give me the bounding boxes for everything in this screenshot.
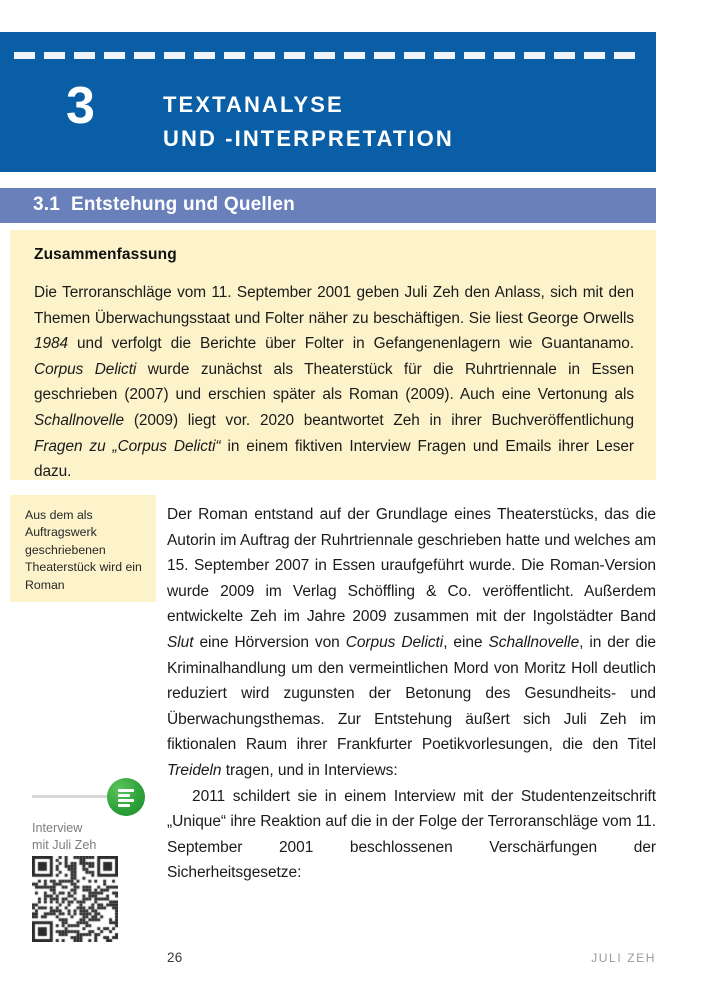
media-caption [32, 820, 96, 853]
margin-note-text: Aus dem als Auftragswerk geschriebenen Theaterstück wird ein Roman [25, 508, 142, 592]
chapter-title-line2: UND -INTERPRETATION [163, 126, 454, 151]
qr-code[interactable] [32, 856, 118, 942]
chapter-header-banner [0, 32, 656, 172]
chapter-number: 3 [66, 77, 95, 135]
text-lines-icon[interactable] [107, 778, 145, 816]
media-caption-line1: Interview [32, 821, 83, 835]
dashed-rule [14, 52, 642, 59]
chapter-title [163, 88, 454, 156]
main-text-column [167, 502, 656, 886]
footer-author: JULI ZEH [591, 951, 656, 965]
margin-note-box [10, 495, 156, 602]
section-heading-bar [0, 188, 656, 223]
chapter-title-line1: TEXTANALYSE [163, 92, 344, 117]
media-caption-line2: mit Juli Zeh [32, 837, 97, 852]
body-paragraph-2: 2011 schildert sie in einem Interview mit der Studentenzeitschrift „Unique“ ihre Reaktion auf die in der Folge der Terroranschläge vom 11. September 2001 beschlossenen Verschärfungen der Sicherheitsgesetze: [167, 787, 656, 882]
summary-paragraph: Die Terroranschläge vom 11. September 2001 geben Juli Zeh den Anlass, sich mit den Themen Überwachungsstaat und Folter näher zu beschäftigen. Sie liest George Orwells 1984 und verfolgt die Berichte über Folter in Gefangenenlagern wie Guantanamo. Corpus Delicti wurde zunächst als Theaterstück für die Ruhrtriennale in Essen geschrieben (2007) und erschien später als Roman (2009). Auch eine Vertonung als Schallnovelle (2009) liegt vor. 2020 beantwortet Zeh in ihrer Buchveröffentlichung Fragen zu „Corpus Delicti“ in einem fiktiven Interview Fragen und Emails ihrer Leser dazu. [34, 284, 634, 481]
summary-heading: Zusammenfassung [34, 246, 177, 263]
body-paragraph-1: Der Roman entstand auf der Grundlage eines Theaterstücks, das die Autorin im Auftrag der Ruhrtriennale geschrieben hatte und welches am 15. September 2007 in Essen uraufgeführt wurde. Die Roman-Version wurde 2009 im Verlag Schöffling & Co. veröffentlicht. Außerdem entwickelte Zeh im Jahre 2009 zusammen mit der Ingolstädter Band Slut eine Hörversion von Corpus Delicti, eine Schallnovelle, in der die Kriminalhandlung um den vermeintlichen Mord von Moritz Holl deutlich reduziert wird zugunsten der Betonung des Gesundheits- und Überwachungsthemas. Zur Entstehung äußert sich Juli Zeh im fiktionalen Raum ihrer Frankfurter Poetikvorlesungen, die den Titel Treideln tragen, und in Interviews: [167, 506, 656, 779]
footer-page-number: 26 [167, 950, 183, 965]
section-heading-label: 3.1 Entstehung und Quellen [33, 194, 295, 215]
summary-callout-box [10, 230, 656, 480]
